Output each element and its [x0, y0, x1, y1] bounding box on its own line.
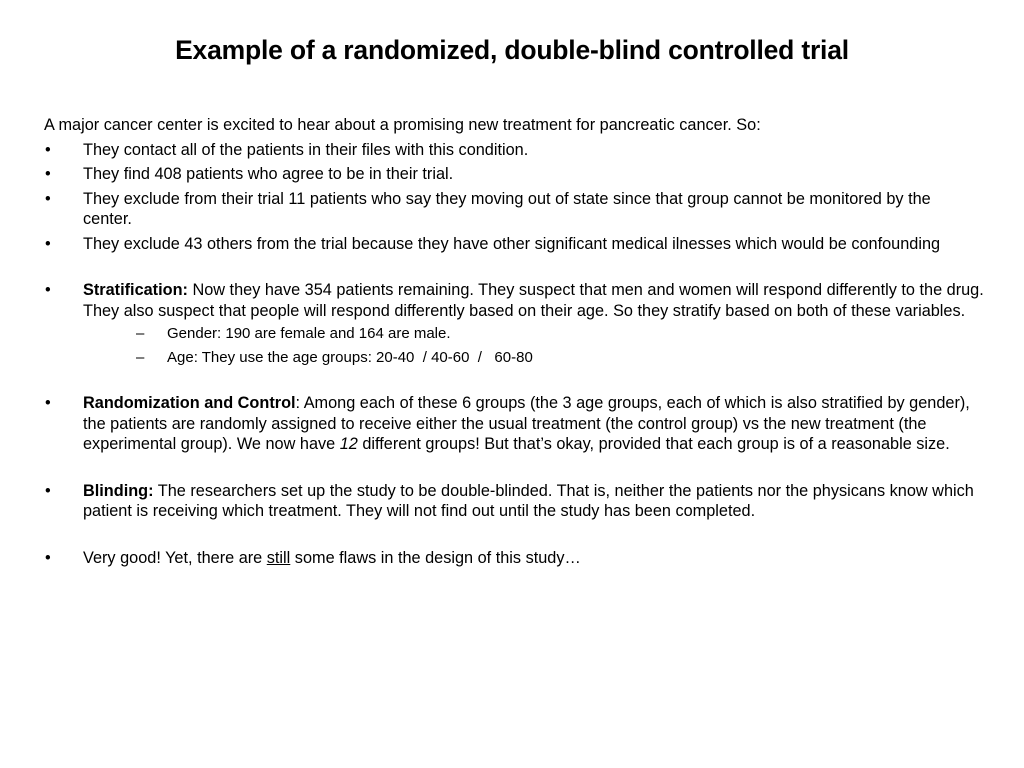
sub-bullet-text: Gender: 190 are female and 164 are male.	[167, 325, 451, 342]
bullet-closing	[44, 548, 984, 569]
bullet-stratification	[44, 280, 984, 367]
dash-marker: –	[136, 325, 145, 342]
bullet-text: They exclude 43 others from the trial because they have other significant medical ilnesses which would be confounding	[83, 234, 941, 253]
bullet-text: They find 408 patients who agree to be in their trial.	[83, 165, 454, 183]
dash-marker: –	[136, 349, 145, 366]
bullet-marker: •	[45, 281, 51, 299]
bullet-contact	[44, 140, 984, 161]
sub-bullet-age	[83, 348, 984, 367]
bullet-marker: •	[45, 548, 51, 567]
bullet-randomization	[44, 393, 984, 455]
randomization-text-1: : Among each of these 6 groups (the 3 age groups, each of which is also stratified by gender), the patients are randomly assigned to receive either the usual treatment (the control group) vs the new treatment (the experimental group). We now have	[83, 394, 970, 453]
closing-text-1: Very good! Yet, there are	[83, 548, 267, 567]
bullet-blinding	[44, 481, 984, 522]
stratification-label: Stratification:	[83, 281, 188, 299]
bullet-marker: •	[45, 234, 51, 253]
slide-body	[44, 115, 984, 572]
bullet-exclude-illness	[44, 234, 984, 255]
sub-bullet-gender	[83, 324, 984, 343]
randomization-text-2: different groups! But that’s okay, provided that each group is of a reasonable size.	[357, 435, 950, 453]
bullet-text: They contact all of the patients in their files with this condition.	[83, 140, 529, 159]
stratification-text: Now they have 354 patients remaining. They suspect that men and women will respond differently to the drug. They also suspect that people will respond differently based on their age. So they stratify based on both of these variables.	[83, 281, 984, 320]
bullet-marker: •	[45, 165, 51, 183]
bullet-marker: •	[45, 140, 51, 159]
bullet-exclude-moving	[44, 189, 984, 230]
randomization-emphasis: 12	[339, 435, 358, 453]
intro-text: A major cancer center is excited to hear about a promising new treatment for pancreatic cancer. So:	[44, 116, 761, 134]
randomization-label: Randomization and Control	[83, 394, 296, 412]
slide-title: Example of a randomized, double-blind controlled trial	[175, 35, 849, 65]
bullet-marker: •	[45, 481, 51, 500]
sub-bullet-text: Age: They use the age groups: 20-40 / 40-60 / 60-80	[167, 349, 533, 366]
bullet-marker: •	[45, 189, 51, 208]
closing-underlined: still	[266, 548, 291, 567]
bullet-marker: •	[45, 394, 51, 412]
bullet-text: They exclude from their trial 11 patients who say they moving out of state since that group cannot be monitored by the center.	[83, 189, 931, 228]
blinding-label: Blinding:	[83, 481, 154, 500]
stratification-sublist	[83, 324, 984, 367]
blinding-text: The researchers set up the study to be double-blinded. That is, neither the patients nor the physicans know which patient is receiving which treatment. They will not find out until the study has been completed.	[83, 481, 974, 520]
bullet-list	[44, 140, 984, 569]
bullet-find	[44, 164, 984, 185]
closing-text-2: some flaws in the design of this study…	[290, 548, 581, 567]
